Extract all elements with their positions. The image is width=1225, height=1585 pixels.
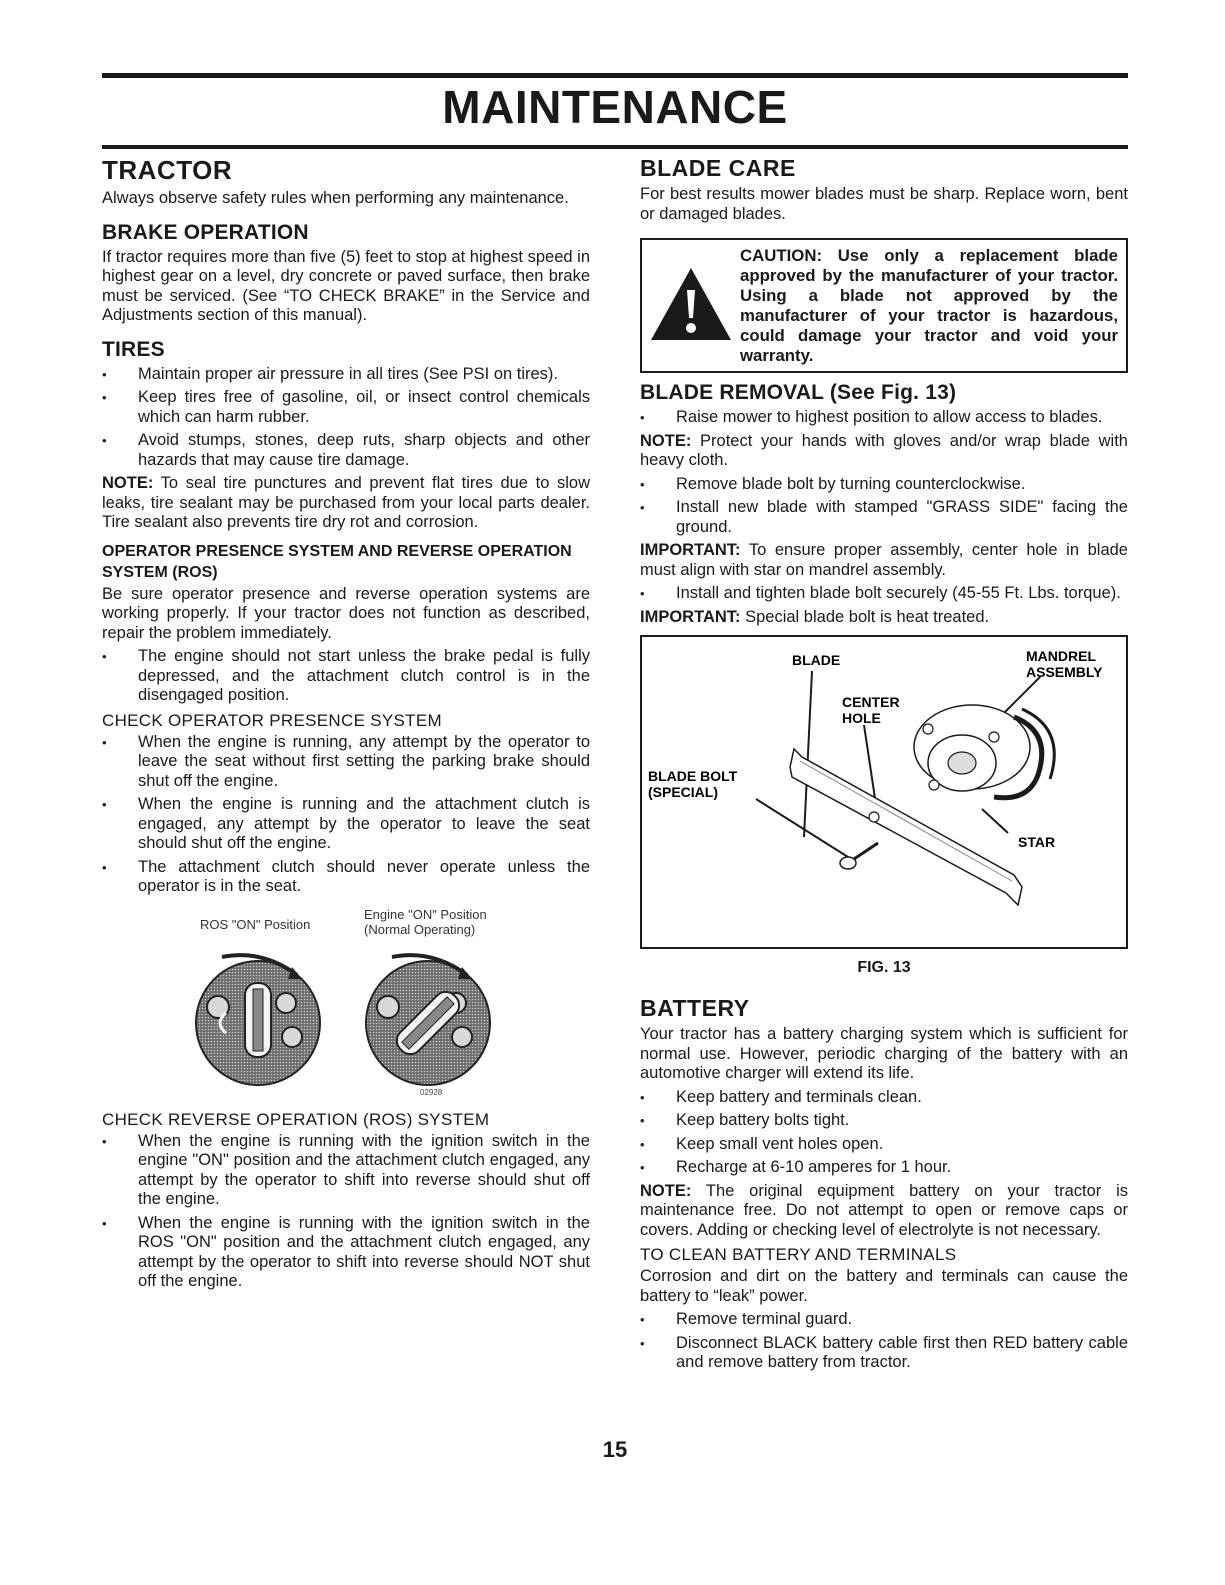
blade-removal-important [640, 541, 1128, 580]
engine-switch-icon [366, 955, 490, 1085]
caution-box [640, 238, 1128, 373]
ignition-switch-figure [102, 905, 590, 1100]
list-item: • Avoid stumps, stones, deep ruts, sharp objects and other hazards that may cause tire damage. [102, 431, 590, 470]
tires-heading: TIRES [102, 337, 165, 361]
brake-operation-text: If tractor requires more than five (5) feet to stop at highest speed in highest gear on a level, dry concrete or paved surface, then brake must be serviced. (See “TO CHECK BRAKE” in the Service and Adjustments section of this manual). [102, 247, 590, 324]
list-item: • The attachment clutch should never operate unless the operator is in the seat. [102, 858, 590, 897]
important-text: To ensure proper assembly, center hole in blade must align with star on mandrel assembly. [640, 541, 1128, 579]
label-special: (SPECIAL) [648, 784, 718, 800]
ignition-switches-drawing [102, 905, 590, 1100]
label-blade: BLADE [792, 652, 841, 668]
list-item: • Keep small vent holes open. [640, 1135, 1128, 1155]
note-label: NOTE: [640, 1181, 692, 1200]
label-star: STAR [1018, 834, 1056, 850]
blade-removal-heading: BLADE REMOVAL (See Fig. 13) [640, 381, 957, 404]
title-underline-rule [102, 145, 1128, 149]
blade-removal-list-1 [640, 408, 1128, 428]
operator-presence-intro: Be sure operator presence and reverse operation systems are working properly. If your tractor does not function as described, repair the problem immediately. [102, 584, 590, 642]
list-item: • Maintain proper air pressure in all tires (See PSI on tires). [102, 365, 590, 385]
list-item: • Remove terminal guard. [640, 1310, 1128, 1330]
list-item: • When the engine is running with the ignition switch in the engine "ON" position and the attachment clutch engaged, any attempt by the operator to shift into reverse should shut off the engine. [102, 1132, 590, 1210]
important-label: IMPORTANT: [640, 607, 741, 626]
blade-assembly-drawing [642, 637, 1126, 943]
clean-battery-heading: TO CLEAN BATTERY AND TERMINALS [640, 1245, 957, 1264]
label-mandrel: MANDREL [1026, 648, 1096, 664]
figure-caption: FIG. 13 [857, 959, 911, 976]
check-ros-heading: CHECK REVERSE OPERATION (ROS) SYSTEM [102, 1109, 490, 1129]
brake-operation-heading: BRAKE OPERATION [102, 220, 309, 244]
list-item: • Recharge at 6-10 amperes for 1 hour. [640, 1158, 1128, 1178]
battery-text: Your tractor has a battery charging system which is sufficient for normal use. However, periodic charging of the battery with an automotive charger will extend its life. [640, 1025, 1128, 1082]
figure-13-box [640, 635, 1128, 949]
ros-on-caption: ROS "ON" Position [200, 916, 311, 932]
clean-battery-text: Corrosion and dirt on the battery and terminals can cause the battery to “leak” power. [640, 1267, 1128, 1305]
list-item: • Keep battery bolts tight. [640, 1111, 1128, 1131]
page-number: 15 [602, 1437, 628, 1462]
note-label: NOTE: [102, 474, 154, 492]
check-ros-list [102, 1132, 590, 1292]
check-operator-presence-list [102, 733, 590, 897]
list-item: • When the engine is running and the attachment clutch is engaged, any attempt by the operator to leave the seat should shut off the engine. [102, 795, 590, 854]
list-item: • Install and tighten blade bolt securely (45-55 Ft. Lbs. torque). [640, 584, 1128, 604]
note-text: To seal tire punctures and prevent flat tires due to slow leaks, tire sealant may be purchased from your local parts dealer. Tire sealant also prevents tire dry rot and corrosion. [102, 474, 590, 531]
note-text: Protect your hands with gloves and/or wrap blade with heavy cloth. [640, 431, 1128, 469]
label-assembly: ASSEMBLY [1026, 664, 1103, 680]
tires-note [102, 474, 590, 533]
label-center: CENTER [842, 694, 900, 710]
tractor-intro: Always observe safety rules when performing any maintenance. [102, 189, 569, 207]
important-text: Special blade bolt is heat treated. [745, 607, 990, 626]
list-item: • The engine should not start unless the brake pedal is fully depressed, and the attachment clutch control is in the disengaged position. [102, 647, 590, 706]
list-item: • Keep tires free of gasoline, oil, or insect control chemicals which can harm rubber. [102, 388, 590, 427]
right-column [640, 155, 1128, 1377]
label-hole: HOLE [842, 710, 881, 726]
page-title: MAINTENANCE [442, 81, 788, 133]
blade-removal-list-3 [640, 584, 1128, 604]
blade-removal-important-2 [640, 608, 1128, 628]
caution-text: CAUTION: Use only a replacement blade approved by the manufacturer of your tractor. Using a blade not approved by the manufacturer of your tractor is hazardous, could damage your tractor and void your warranty. [740, 246, 1118, 365]
top-rule [102, 73, 1128, 78]
mandrel-assembly-icon [914, 705, 1054, 798]
operator-presence-list [102, 647, 590, 706]
note-label: NOTE: [640, 431, 692, 450]
left-column [102, 155, 590, 1296]
list-item: • When the engine is running with the ignition switch in the ROS "ON" position and the attachment clutch engaged, any attempt by the operator to shift into reverse should NOT shut off the engine. [102, 1214, 590, 1292]
part-number: 02928 [420, 1087, 443, 1097]
list-item: • When the engine is running, any attempt by the operator to leave the seat without first setting the parking brake should shut off the engine. [102, 733, 590, 792]
battery-list [640, 1088, 1128, 1178]
blade-care-heading: BLADE CARE [640, 155, 796, 181]
list-item: • Remove blade bolt by turning counterclockwise. [640, 475, 1128, 495]
engine-on-caption: Engine "ON" Position [364, 906, 487, 922]
blade-removal-list-2 [640, 475, 1128, 538]
ros-switch-icon [196, 955, 320, 1085]
battery-heading: BATTERY [640, 995, 750, 1021]
list-item: • Install new blade with stamped "GRASS SIDE" facing the ground. [640, 498, 1128, 537]
list-item: • Disconnect BLACK battery cable first then RED battery cable and remove battery from tractor. [640, 1334, 1128, 1373]
check-operator-presence-heading: CHECK OPERATOR PRESENCE SYSTEM [102, 710, 442, 730]
operator-presence-heading: OPERATOR PRESENCE SYSTEM AND REVERSE OPERATION SYSTEM (ROS) [102, 542, 572, 581]
list-item: • Raise mower to highest position to allow access to blades. [640, 408, 1128, 428]
warning-triangle-icon [648, 264, 740, 349]
blade-removal-note [640, 432, 1128, 471]
battery-note [640, 1182, 1128, 1241]
important-label: IMPORTANT: [640, 541, 741, 559]
clean-battery-list [640, 1310, 1128, 1373]
label-blade-bolt: BLADE BOLT [648, 768, 738, 784]
tractor-heading: TRACTOR [102, 155, 233, 185]
list-item: • Keep battery and terminals clean. [640, 1088, 1128, 1108]
tires-list [102, 365, 590, 471]
blade-care-text: For best results mower blades must be sharp. Replace worn, bent or damaged blades. [640, 185, 1128, 223]
normal-operating-caption: (Normal Operating) [364, 921, 476, 937]
note-text: The original equipment battery on your tractor is maintenance free. Do not attempt to open or remove caps or covers. Adding or checking level of electrolyte is not necessary. [640, 1181, 1128, 1239]
